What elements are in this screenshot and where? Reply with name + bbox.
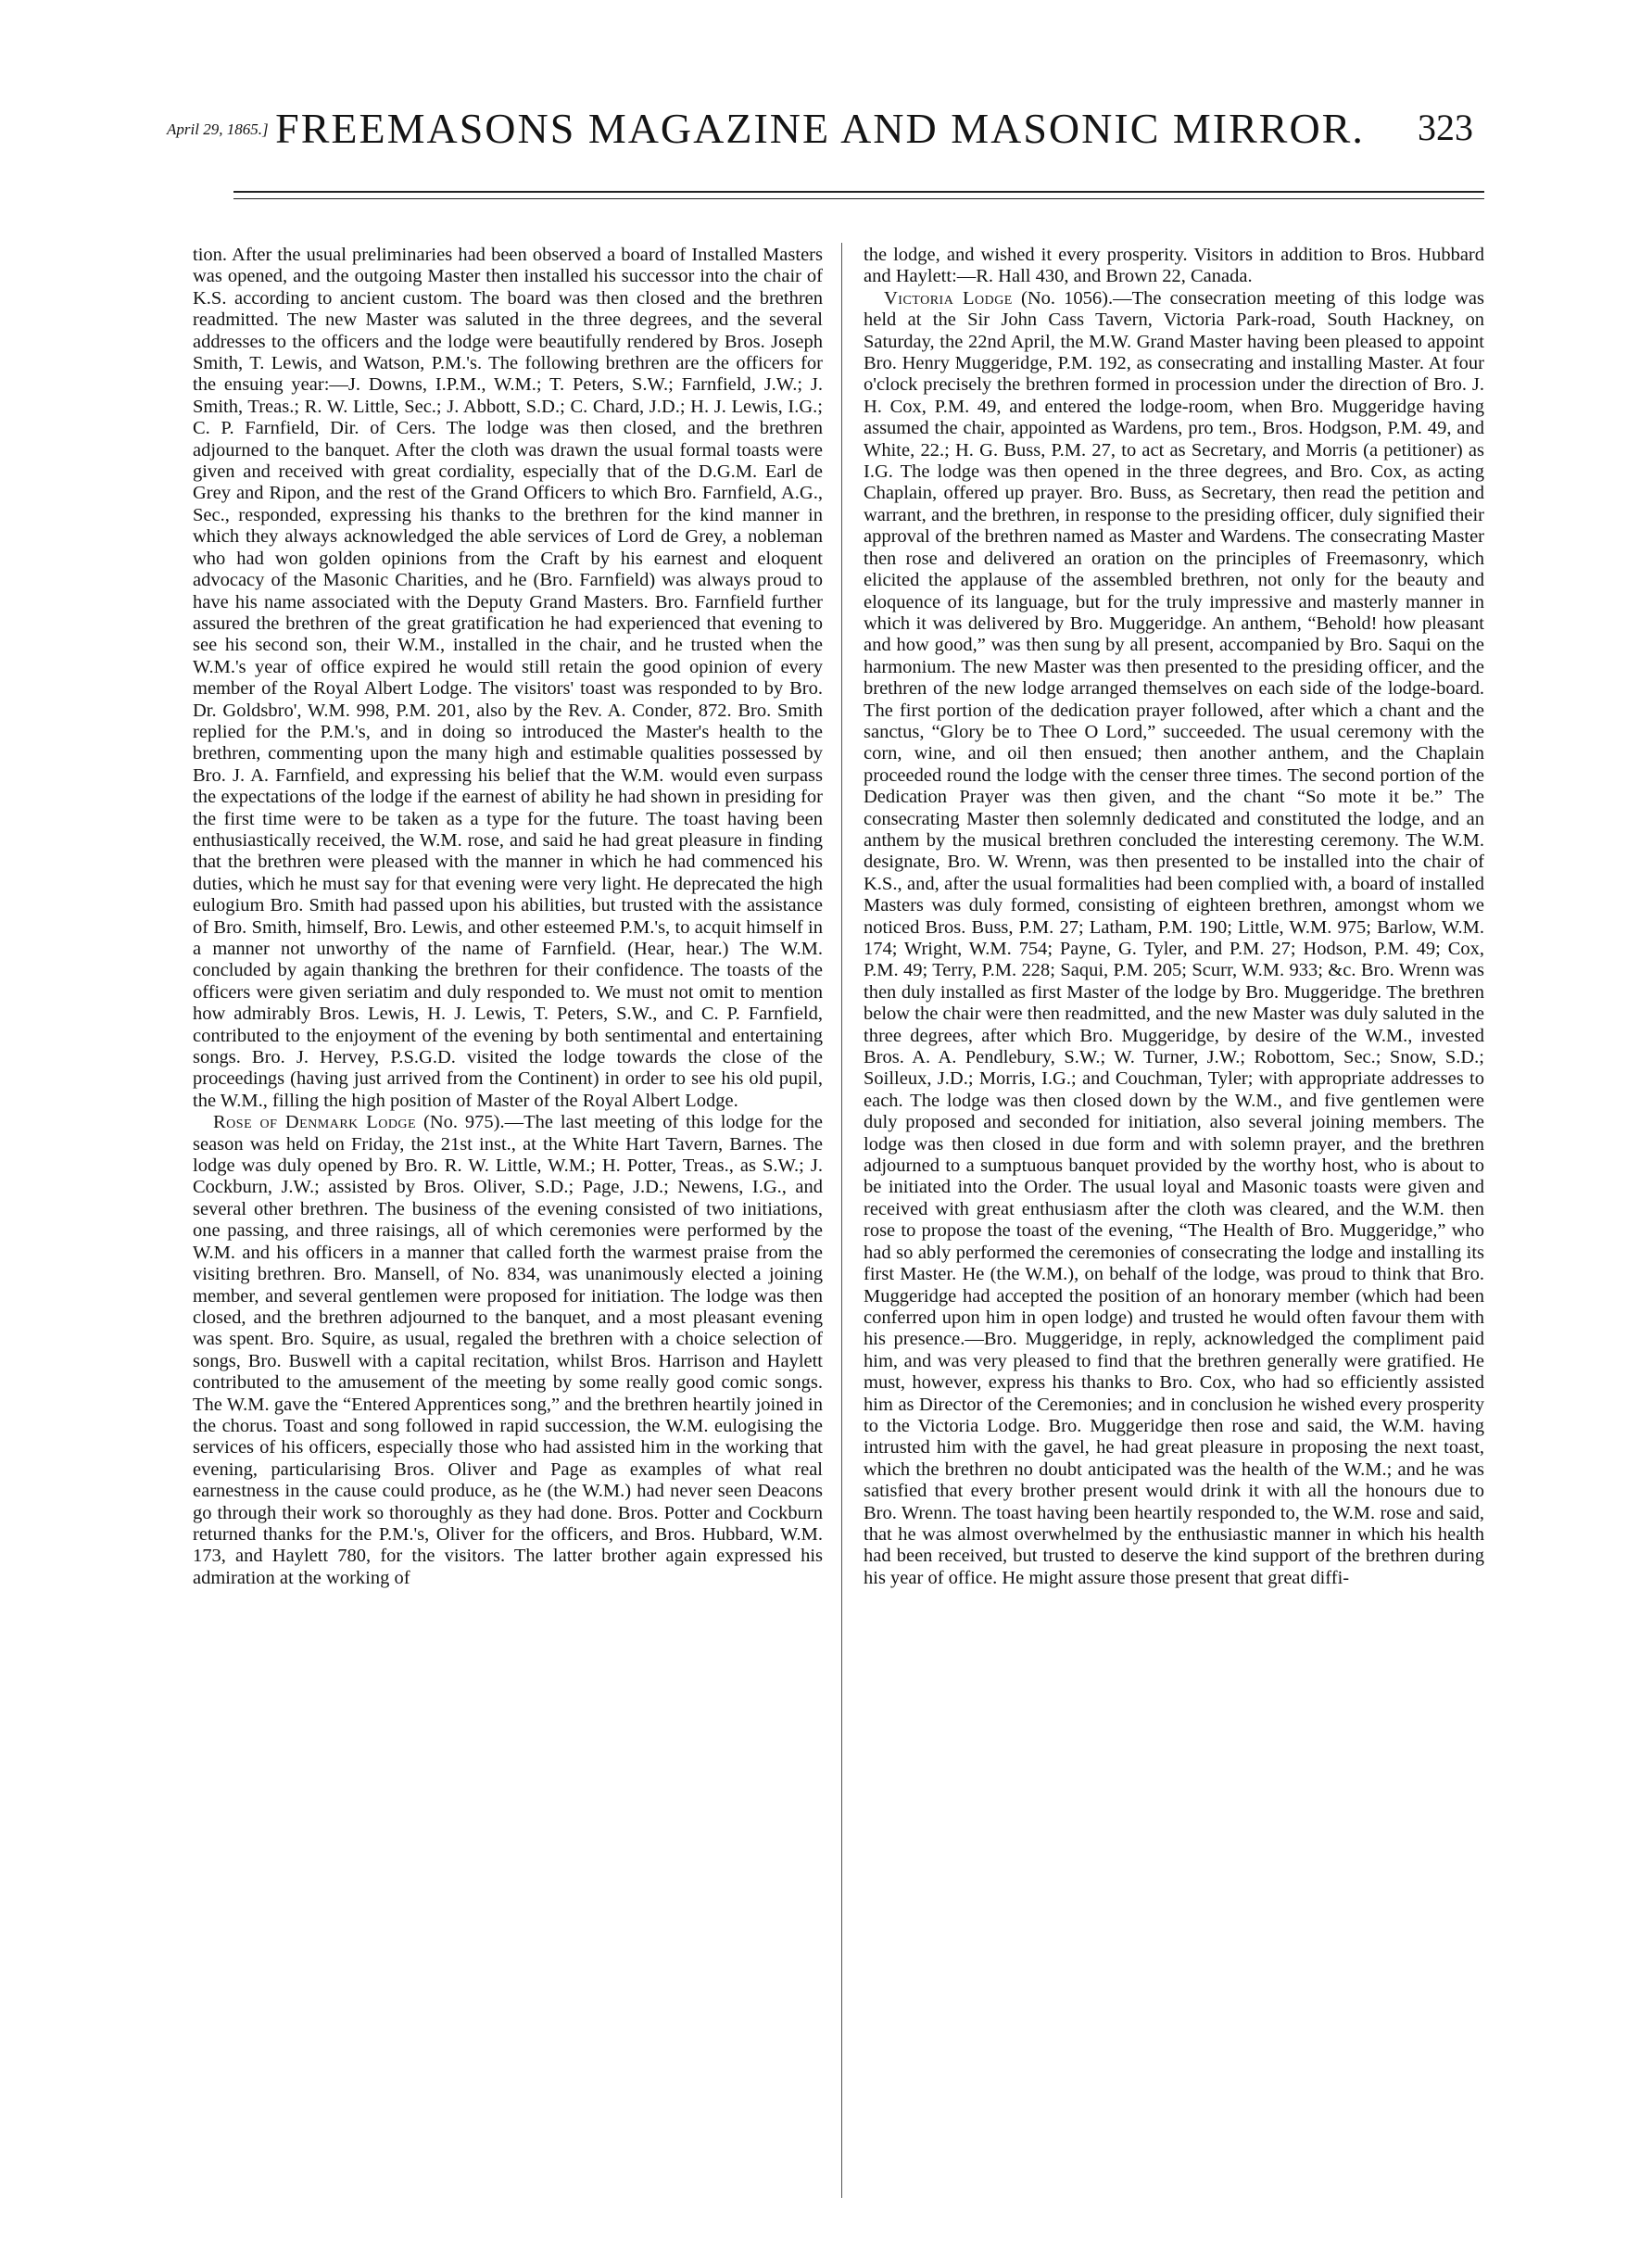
header-rule-thin — [233, 198, 1484, 199]
lodge-heading: Victoria Lodge — [884, 287, 1013, 309]
right-column — [864, 245, 1484, 2209]
article-continuation-paragraph: the lodge, and wished it every prosperity. Visitors in addition to Bros. Hubbard and Haylett:—R. Hall 430, and Brown 22, Canada. — [864, 245, 1484, 287]
left-column — [193, 245, 823, 2209]
article-continuation-paragraph: tion. After the usual preliminaries had been observed a board of Installed Masters was opened, and the outgoing Master then installed his successor into the chair of K.S. according to ancient custom. The board was then closed and the brethren readmitted. The new Master was saluted in the three degrees, and the several addresses to the officers and the lodge were beautifully rendered by Bros. Joseph Smith, T. Lewis, and Watson, P.M.'s. The following brethren are the officers for the ensuing year:—J. Downs, I.P.M., W.M.; T. Peters, S.W.; Farnfield, J.W.; J. Smith, Treas.; R. W. Little, Sec.; J. Abbott, S.D.; C. Chard, J.D.; H. J. Lewis, I.G.; C. P. Farnfield, Dir. of Cers. The lodge was then closed, and the brethren adjourned to the banquet. After the cloth was drawn the usual formal toasts were given and received with great cordiality, especially that of the D.G.M. Earl de Grey and Ripon, and the rest of the Grand Officers to which Bro. Farnfield, A.G., Sec., responded, expressing his thanks to the brethren for the kind manner in which they always acknowledged the able services of Lord de Grey, a nobleman who had won golden opinions from the Craft by his earnest and eloquent advocacy of the Masonic Charities, and he (Bro. Farnfield) was always proud to have his name associated with the Deputy Grand Masters. Bro. Farnfield further assured the brethren of the great gratification he had experienced that evening to see his second son, their W.M., installed in the chair, and he trusted when the W.M.'s year of office expired he would still retain the good opinion of every member of the Royal Albert Lodge. The visitors' toast was responded to by Bro. Dr. Goldsbro', W.M. 998, P.M. 201, also by the Rev. A. Conder, 872. Bro. Smith replied for the P.M.'s, and in doing so introduced the Master's health to the brethren, commenting upon the many high and estimable qualities possessed by Bro. J. A. Farnfield, and expressing his belief that the W.M. would even surpass the expectations of the lodge if the earnest of ability he had shown in presiding for the first time were to be taken as a type for the future. The toast having been enthusiastically received, the W.M. rose, and said he had great pleasure in finding that the brethren were pleased with the manner in which he had commenced his duties, which he must say for that evening were very light. He deprecated the high eulogium Bro. Smith had passed upon his abilities, but trusted with the assistance of Bro. Smith, himself, Bro. Lewis, and other esteemed P.M.'s, to acquit himself in a manner not unworthy of the name of Farnfield. (Hear, hear.) The W.M. concluded by again thanking the brethren for their confidence. The toasts of the officers were given seriatim and duly responded to. We must not omit to mention how admirably Bros. Lewis, H. J. Lewis, T. Peters, S.W., and C. P. Farnfield, contributed to the enjoyment of the evening by both sentimental and entertaining songs. Bro. J. Hervey, P.S.G.D. visited the lodge towards the close of the proceedings (having just arrived from the Continent) in order to see his old pupil, the W.M., filling the high position of Master of the Royal Albert Lodge. — [193, 245, 823, 1111]
header-rule-thick — [233, 191, 1484, 193]
lodge-heading: Rose of Denmark Lodge — [213, 1112, 417, 1133]
column-divider — [841, 243, 842, 2198]
issue-date: April 29, 1865.] — [167, 120, 269, 138]
lodge-report-text: (No. 975).—The last meeting of this lodge for the season was held on Friday, the 21st inst., at the White Hart Tavern, Barnes. The lodge was duly opened by Bro. R. W. Little, W.M.; H. Potter, Treas., as S.W.; J. Cockburn, J.W.; assisted by Bros. Oliver, S.D.; Page, J.D.; Newens, I.G., and several other brethren. The business of the evening consisted of two initiations, one passing, and three raisings, all of which ceremonies were performed by the W.M. and his officers in a manner that called forth the warmest praise from the visiting brethren. Bro. Mansell, of No. 834, was unanimously elected a joining member, and several gentlemen were proposed for initiation. The lodge was then closed, and the brethren adjourned to the banquet, and a most pleasant evening was spent. Bro. Squire, as usual, regaled the brethren with a choice selection of songs, Bro. Buswell with a capital recitation, whilst Bros. Harrison and Haylett contributed to the amusement of the meeting by some really good comic songs. The W.M. gave the “Entered Apprentices song,” and the brethren heartily joined in the chorus. Toast and song followed in rapid succession, the W.M. eulogising the services of his officers, especially those who had assisted him in the working that evening, particularising Bros. Oliver and Page as examples of what real earnestness in the cause could produce, as he (the W.M.) had never seen Deacons go through their work so thoroughly as they had done. Bros. Potter and Cockburn returned thanks for the P.M.'s, Oliver for the officers, and Bros. Hubbard, W.M. 173, and Haylett 780, for the visitors. The latter brother again expressed his admiration at the working of — [193, 1112, 823, 1588]
masthead-title: FREEMASONS MAGAZINE AND MASONIC MIRROR. — [275, 105, 1365, 152]
page-header — [167, 96, 1473, 161]
page-number: 323 — [1418, 107, 1473, 148]
rose-of-denmark-lodge-paragraph — [193, 1112, 823, 1589]
lodge-report-text: (No. 1056).—The consecration meeting of this lodge was held at the Sir John Cass Tavern, Victoria Park-road, South Hackney, on Saturday, the 22nd April, the M.W. Grand Master having been pleased to appoint Bro. Henry Muggeridge, P.M. 192, as consecrating and installing Master. At four o'clock precisely the brethren formed in procession under the direction of Bro. J. H. Cox, P.M. 49, and entered the lodge-room, when Bro. Muggeridge having assumed the chair, appointed as Wardens, pro tem., Bros. Hodgson, P.M. 49, and White, 22.; H. G. Buss, P.M. 27, to act as Secretary, and Morris (a petitioner) as I.G. The lodge was then opened in the three degrees, and Bro. Cox, as acting Chaplain, offered up prayer. Bro. Buss, as Secretary, then read the petition and warrant, and the brethren, in response to the presiding officer, duly signified their approval of the brethren named as Master and Wardens. The consecrating Master then rose and delivered an oration on the principles of Freemasonry, which elicited the applause of the assembled brethren, not only for the beauty and eloquence of its language, but for the truly impressive and masterly manner in which it was delivered by Bro. Muggeridge. An anthem, “Behold! how pleasant and how good,” was then sung by all present, accompanied by Bro. Saqui on the harmonium. The new Master was then presented to the presiding officer, and the brethren of the new lodge arranged themselves on each side of the lodge-board. The first portion of the dedication prayer followed, after which a chant and the sanctus, “Glory be to Thee O Lord,” succeeded. The usual ceremony with the corn, wine, and oil then ensued; then another anthem, and the Chaplain proceeded round the lodge with the censer three times. The second portion of the Dedication Prayer was then given, and the chant “So mote it be.” The consecrating Master then solemnly dedicated and constituted the lodge, and an anthem by the musical brethren concluded the interesting ceremony. The W.M. designate, Bro. W. Wrenn, was then presented to be installed into the chair of K.S., and, after the usual formalities had been complied with, a board of installed Masters was duly formed, consisting of eighteen brethren, amongst whom we noticed Bros. Buss, P.M. 27; Latham, P.M. 190; Little, W.M. 975; Barlow, W.M. 174; Wright, W.M. 754; Payne, G. Tyler, and P.M. 27; Hodson, P.M. 49; Cox, P.M. 49; Terry, P.M. 228; Saqui, P.M. 205; Scurr, W.M. 933; &c. Bro. Wrenn was then duly installed as first Master of the lodge by Bro. Muggeridge. The brethren below the chair were then readmitted, and the new Master was duly saluted in the three degrees, after which Bro. Muggeridge, by desire of the W.M., invested Bros. A. A. Pendlebury, S.W.; W. Turner, J.W.; Robottom, Sec.; Snow, S.D.; Soilleux, J.D.; Morris, I.G.; and Couchman, Tyler; with appropriate addresses to each. The lodge was then closed down by the W.M., and five gentlemen were duly proposed and seconded for initiation, also several joining members. The lodge was then closed in due form and with solemn prayer, and the brethren adjourned to a sumptuous banquet provided by the worthy host, who is about to be initiated into the Order. The usual loyal and Masonic toasts were given and received with great enthusiasm after the cloth was cleared, and the W.M. then rose to propose the toast of the evening, “The Health of Bro. Muggeridge,” who had so ably performed the ceremonies of consecrating the lodge and installing its first Master. He (the W.M.), on behalf of the lodge, was proud to think that Bro. Muggeridge had accepted the position of an honorary member (which had been conferred upon him in open lodge) and trusted he would often favour them with his presence.—Bro. Muggeridge, in reply, acknowledged the compliment paid him, and was very pleased to find that the brethren generally were gratified. He must, however, express his thanks to Bro. Cox, who had so efficiently assisted him as Director of the Ceremonies; and in conclusion he wished every prosperity to the Victoria Lodge. Bro. Muggeridge then rose and said, the W.M. having intrusted him with the gavel, he had great pleasure in proposing the next toast, which the brethren no doubt anticipated was the health of the W.M.; and he was satisfied that every brother present would drink it with all the honours due to Bro. Wrenn. The toast having been heartily responded to, the W.M. rose and said, that he was almost overwhelmed by the enthusiastic manner in which his health had been received, but trusted to deserve the kind support of the brethren during his year of office. He might assure those present that great diffi- — [864, 287, 1484, 1588]
victoria-lodge-paragraph — [864, 288, 1484, 1589]
